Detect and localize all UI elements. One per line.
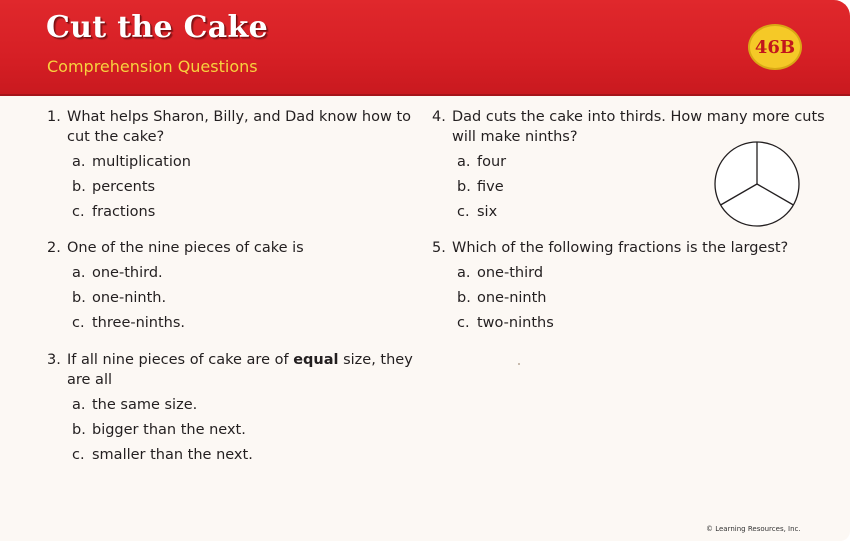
question-number: 3. bbox=[47, 352, 61, 368]
answer-options bbox=[432, 263, 788, 338]
option-text: three-ninths. bbox=[92, 315, 186, 331]
answer-option-a[interactable] bbox=[47, 395, 413, 420]
option-letter: b. bbox=[457, 290, 471, 306]
answer-option-a[interactable] bbox=[47, 263, 304, 288]
option-text: fractions bbox=[92, 204, 156, 220]
option-letter: a. bbox=[457, 265, 471, 281]
question-3 bbox=[47, 350, 413, 470]
circle-cut-into-thirds-icon bbox=[713, 140, 801, 228]
answer-option-b[interactable] bbox=[432, 288, 788, 313]
card-subtitle: Comprehension Questions bbox=[47, 57, 258, 76]
answer-option-b[interactable] bbox=[47, 177, 411, 202]
option-letter: b. bbox=[457, 179, 471, 195]
option-text: bigger than the next. bbox=[92, 422, 246, 438]
question-text: What helps Sharon, Billy, and Dad know how to bbox=[67, 109, 412, 125]
option-letter: c. bbox=[72, 315, 85, 331]
answer-options bbox=[47, 152, 411, 227]
option-text: percents bbox=[92, 179, 156, 195]
option-text: two-ninths bbox=[477, 315, 554, 331]
answer-option-c[interactable] bbox=[432, 313, 788, 338]
answer-option-b[interactable] bbox=[47, 288, 304, 313]
option-text: four bbox=[477, 154, 507, 170]
option-text: the same size. bbox=[92, 397, 198, 413]
question-1 bbox=[47, 107, 411, 227]
speck bbox=[518, 363, 520, 365]
question-text-part: If all nine pieces of cake are of bbox=[67, 352, 294, 368]
option-letter: c. bbox=[457, 204, 470, 220]
option-letter: c. bbox=[72, 447, 85, 463]
card-header bbox=[0, 0, 850, 96]
copyright-notice: © Learning Resources, Inc. bbox=[706, 525, 801, 533]
question-text-continued: cut the cake? bbox=[67, 129, 165, 145]
option-text: one-ninth bbox=[477, 290, 547, 306]
question-number: 4. bbox=[432, 109, 446, 125]
option-letter: c. bbox=[72, 204, 85, 220]
option-letter: b. bbox=[72, 422, 86, 438]
option-letter: a. bbox=[72, 265, 86, 281]
option-letter: a. bbox=[457, 154, 471, 170]
answer-options bbox=[47, 395, 413, 470]
question-number: 5. bbox=[432, 240, 446, 256]
question-text-part: size, they bbox=[338, 352, 413, 368]
question-number: 1. bbox=[47, 109, 61, 125]
option-letter: c. bbox=[457, 315, 470, 331]
question-number: 2. bbox=[47, 240, 61, 256]
answer-option-c[interactable] bbox=[47, 202, 411, 227]
option-letter: b. bbox=[72, 179, 86, 195]
question-text: One of the nine pieces of cake is bbox=[67, 240, 304, 256]
question-text: Dad cuts the cake into thirds. How many more cuts bbox=[452, 109, 825, 125]
answer-options bbox=[47, 263, 304, 338]
option-letter: a. bbox=[72, 154, 86, 170]
answer-option-a[interactable] bbox=[47, 152, 411, 177]
option-text: multiplication bbox=[92, 154, 191, 170]
option-letter: b. bbox=[72, 290, 86, 306]
question-text-continued: are all bbox=[67, 372, 113, 388]
option-text: one-ninth. bbox=[92, 290, 167, 306]
option-text: one-third bbox=[477, 265, 544, 281]
card-number-badge: 46B bbox=[748, 24, 802, 70]
option-text: six bbox=[477, 204, 498, 220]
question-text: Which of the following fractions is the largest? bbox=[452, 240, 789, 256]
option-text: smaller than the next. bbox=[92, 447, 253, 463]
option-text: five bbox=[477, 179, 504, 195]
option-text: one-third. bbox=[92, 265, 163, 281]
answer-option-a[interactable] bbox=[432, 263, 788, 288]
answer-option-c[interactable] bbox=[47, 445, 413, 470]
card-title: Cut the Cake bbox=[46, 10, 268, 45]
option-letter: a. bbox=[72, 397, 86, 413]
question-text-continued: will make ninths? bbox=[452, 129, 578, 145]
question-text bbox=[67, 350, 413, 370]
question-5 bbox=[432, 238, 788, 338]
question-2 bbox=[47, 238, 304, 338]
answer-option-b[interactable] bbox=[47, 420, 413, 445]
emphasized-word: equal bbox=[293, 352, 339, 368]
answer-option-c[interactable] bbox=[47, 313, 304, 338]
